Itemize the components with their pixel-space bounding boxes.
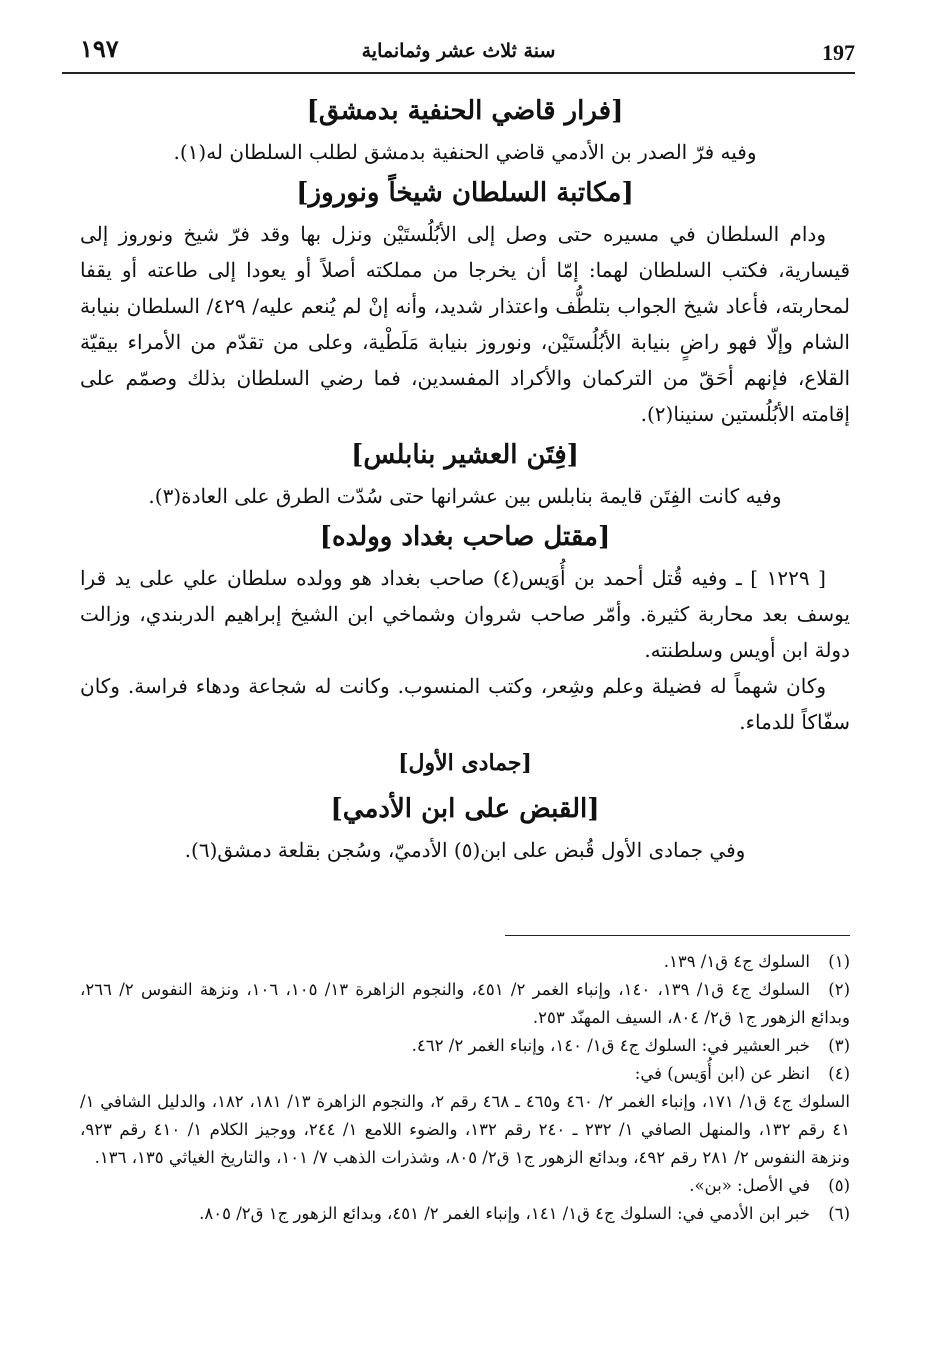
main-text: [80, 88, 850, 868]
paragraph: ودام السلطان في مسيره حتى وصل إلى الأبُلُستَيْن ونزل بها وقد فرّ شيخ ونوروز إلى قيسارية، فكتب السلطان لهما: إمّا أن يخرجا من مملكته أصلاً أو يعودا إلى طاعته أو يقفا لمحاربته، فأعاد شيخ الجواب بتلطُّف واعتذار شديد، وأنه إنْ لم يُنعم عليه/ ٤٢٩/ السلطان بنيابة الشام وإلّا فهو راضٍ بنيابة الأبُلُستَيْن، ونوروز بنيابة مَلَطْية، وعلى من تقدّم من الأمراء بيقيّة القلاع، فإنهم أحَقّ من التركمان والأكراد المفسدين، فما رضي السلطان بذلك وصمّم على إقامته الأبُلُستين سنينا(٢).: [80, 222, 850, 426]
footnote-number: (٣): [828, 1036, 850, 1055]
footnote-text: خبر العشير في: السلوك ج٤ ق١/ ١٤٠، وإنباء الغمر ٢/ ٤٦٢.: [411, 1036, 810, 1055]
footnote: [80, 1060, 850, 1088]
page-number-arabic: ١٩٧: [80, 34, 119, 63]
footnote-text: السلوك ج٤ ق١/ ١٣٩.: [663, 952, 810, 971]
footnote-text: السلوك ج٤ ق١/ ١٣٩، ١٤٠، وإنباء الغمر ٢/ ٤٥١، والنجوم الزاهرة ١٣/ ١٠٥، ١٠٦، ونزهة النفوس ٢/ ٢٦٦، وبدائع الزهور ج١ ق٢/ ٨٠٤، السيف المهنّد ٢٥٣.: [80, 980, 850, 1027]
footnote-text: خبر ابن الأدمي في: السلوك ج٤ ق١/ ١٤١، وإنباء الغمر ٢/ ٤٥١، وبدائع الزهور ج١ ق٢/ ٨٠٥.: [199, 1204, 810, 1223]
paragraph: وفيه فرّ الصدر بن الأدمي قاضي الحنفية بدمشق لطلب السلطان له(١).: [173, 140, 757, 164]
footnotes: [80, 948, 850, 1228]
paragraph: وفي جمادى الأول قُبض على ابن(٥) الأدميّ، وسُجن بقلعة دمشق(٦).: [184, 838, 746, 862]
footnote: [80, 1200, 850, 1228]
footnote: [80, 1032, 850, 1060]
footnote-text: السلوك ج٤ ق١/ ١٧١، وإنباء الغمر ٢/ ٤٦٠ و٤٦٥ ـ ٤٦٨ رقم ٢، والنجوم الزاهرة ١٣/ ١٨١، ١٨٢، والدليل الشافي ١/ ٤١ رقم ١٣٢، والمنهل الصافي ١/ ٢٣٢ ـ ٢٤٠ رقم ١٣٢، والضوء اللامع ١/ ٢٤٤، ووجيز الكلام ١/ ٤١٠ رقم ٩٢٣، ونزهة النفوس ٢/ ٢٨١ رقم ٤٩٢، وبدائع الزهور ج١ ق٢/ ٨٠٥، وشذرات الذهب ٧/ ١٠١، والتاريخ الغياثي ١٣٥، ١٣٦.: [80, 1092, 851, 1167]
month-heading: [جمادى الأول]: [398, 750, 532, 776]
footnote-number: (٥): [828, 1176, 850, 1195]
section-heading: [القبض على ابن الأدمي]: [330, 794, 600, 824]
footnote: [80, 948, 850, 976]
section-heading: [فرار قاضي الحنفية بدمشق]: [306, 96, 624, 126]
paragraph: وكان شهماً له فضيلة وعلم وشِعر، وكتب المنسوب. وكانت له شجاعة ودهاء فراسة. وكان سفّاكاً للدماء.: [80, 674, 850, 734]
paragraph: [ ١٢٢٩ ] ـ وفيه قُتل أحمد بن أُوَيس(٤) صاحب بغداد هو وولده سلطان علي على يد قرا يوسف بعد محاربة كثيرة. وأمّر صاحب شروان وشماخي ابن الشيخ إبراهيم الدربندي، وزالت دولة ابن أويس وسلطنته.: [80, 566, 850, 662]
footnote-number: (٤): [828, 1064, 850, 1083]
footnote-text: في الأصل: «بن».: [689, 1176, 810, 1195]
page-header: [62, 30, 855, 74]
footnote: [80, 976, 850, 1032]
section-heading: [مكاتبة السلطان شيخاً ونوروز]: [296, 178, 634, 208]
footnote-number: (٦): [828, 1204, 850, 1223]
footnote-number: (١): [828, 952, 850, 971]
footnote: [80, 1172, 850, 1200]
section-heading: [فِتَن العشير بنابلس]: [351, 440, 579, 470]
paragraph: وفيه كانت الفِتَن قايمة بنابلس بين عشرانها حتى سُدّت الطرق على العادة(٣).: [148, 484, 782, 508]
section-heading: [مقتل صاحب بغداد وولده]: [319, 522, 611, 552]
footnote-number: (٢): [828, 980, 851, 999]
page-number-latin: 197: [822, 40, 855, 65]
running-title: سنة ثلاث عشر وثمانماية: [361, 40, 556, 62]
footnote-continuation: [80, 1088, 850, 1172]
footnote-text: انظر عن (ابن أُوَيس) في:: [634, 1064, 810, 1083]
footnote-divider: [505, 935, 850, 936]
